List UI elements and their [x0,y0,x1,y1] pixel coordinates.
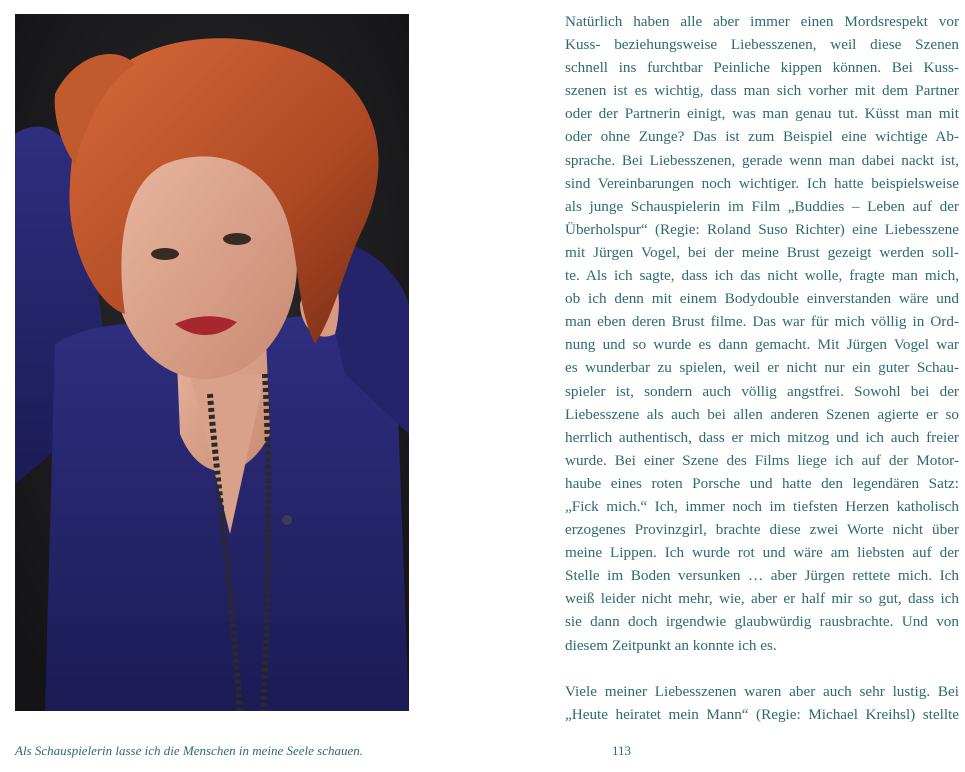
text-line: diesem Zeitpunkt an konnte ich es. [565,636,777,654]
text-line: ob ich denn mit einem Bodydouble einverstanden wäre und [565,290,959,308]
text-line: Viele meiner Liebesszenen waren aber auch sehr lustig. Bei [565,682,959,700]
page-number: 113 [612,743,632,758]
portrait-photo [15,14,409,711]
text-line: weiß leider nicht mehr, wie, aber er half mir so gut, dass ich [565,590,959,608]
text-line: szenen ist es wichtig, dass man sich vorher mit dem Partner [565,82,959,100]
text-line: Stelle im Boden versunken … aber Jürgen rettete mich. Ich [565,567,959,585]
text-line: Kuss- beziehungsweise Liebesszenen, weil diese Szenen [565,36,959,54]
text-line: Überholspur“ (Regie: Roland Suso Richter) eine Liebesszene [565,220,959,238]
text-line: sprache. Bei Liebesszenen, gerade wenn man dabei nackt ist, [565,151,959,169]
text-line: erzogenes Provinzgirl, brachte diese zwei Worte nicht über [565,521,959,539]
text-line: man eben deren Brust filme. Das war für mich völlig in Ord- [565,313,959,331]
body-text [565,10,959,726]
text-line: meine Lippen. Ich wurde rot und wäre am liebsten auf der [565,544,959,562]
text-line: te. Als ich sagte, dass ich das nicht wolle, fragte man mich, [565,267,959,285]
text-line: spieler ist, sondern auch völlig angstfrei. Sowohl bei der [565,382,959,400]
text-line: mit Jürgen Vogel, bei der meine Brust gezeigt werden soll- [565,243,959,261]
photo-caption: Als Schauspielerin lasse ich die Menschen in meine Seele schauen. [15,743,364,758]
text-line: haube eines roten Porsche und hatte den legendären Satz: [565,474,959,492]
text-line: wurde. Bei einer Szene des Films liege ich auf der Motor- [565,451,959,469]
text-line: Liebesszene als auch bei allen anderen Szenen agierte er so [565,405,959,423]
text-line: Natürlich haben alle aber immer einen Mordsrespekt vor [565,13,959,30]
text-line: „Heute heiratet mein Mann“ (Regie: Michael Kreihsl) stellte [565,705,959,723]
text-line: nung und so wurde es dann gemacht. Mit Jürgen Vogel war [565,336,959,354]
text-line: sind Vereinbarungen noch wichtiger. Ich hatte beispielsweise [565,174,959,192]
text-line: „Fick mich.“ Ich, immer noch im tiefsten Herzen katholisch [565,497,959,515]
text-line: oder der Partnerin einigt, was man genau tut. Küsst man mit [565,105,959,123]
text-line: sie dann doch irgendwie glaubwürdig rausbrachte. Und von [565,613,959,631]
text-line: es wunderbar zu spielen, weil er nicht nur ein guter Schau- [565,359,959,377]
text-line: als junge Schauspielerin im Film „Buddies – Leben auf der [565,197,959,215]
text-line: herrlich authentisch, dass er mich mitzog und ich auch freier [565,428,959,446]
paragraph-break [565,657,959,680]
text-line: schnell ins furchtbar Peinliche kippen können. Bei Kuss- [565,59,959,77]
text-line: oder ohne Zunge? Das ist zum Beispiel eine wichtige Ab- [565,128,959,146]
